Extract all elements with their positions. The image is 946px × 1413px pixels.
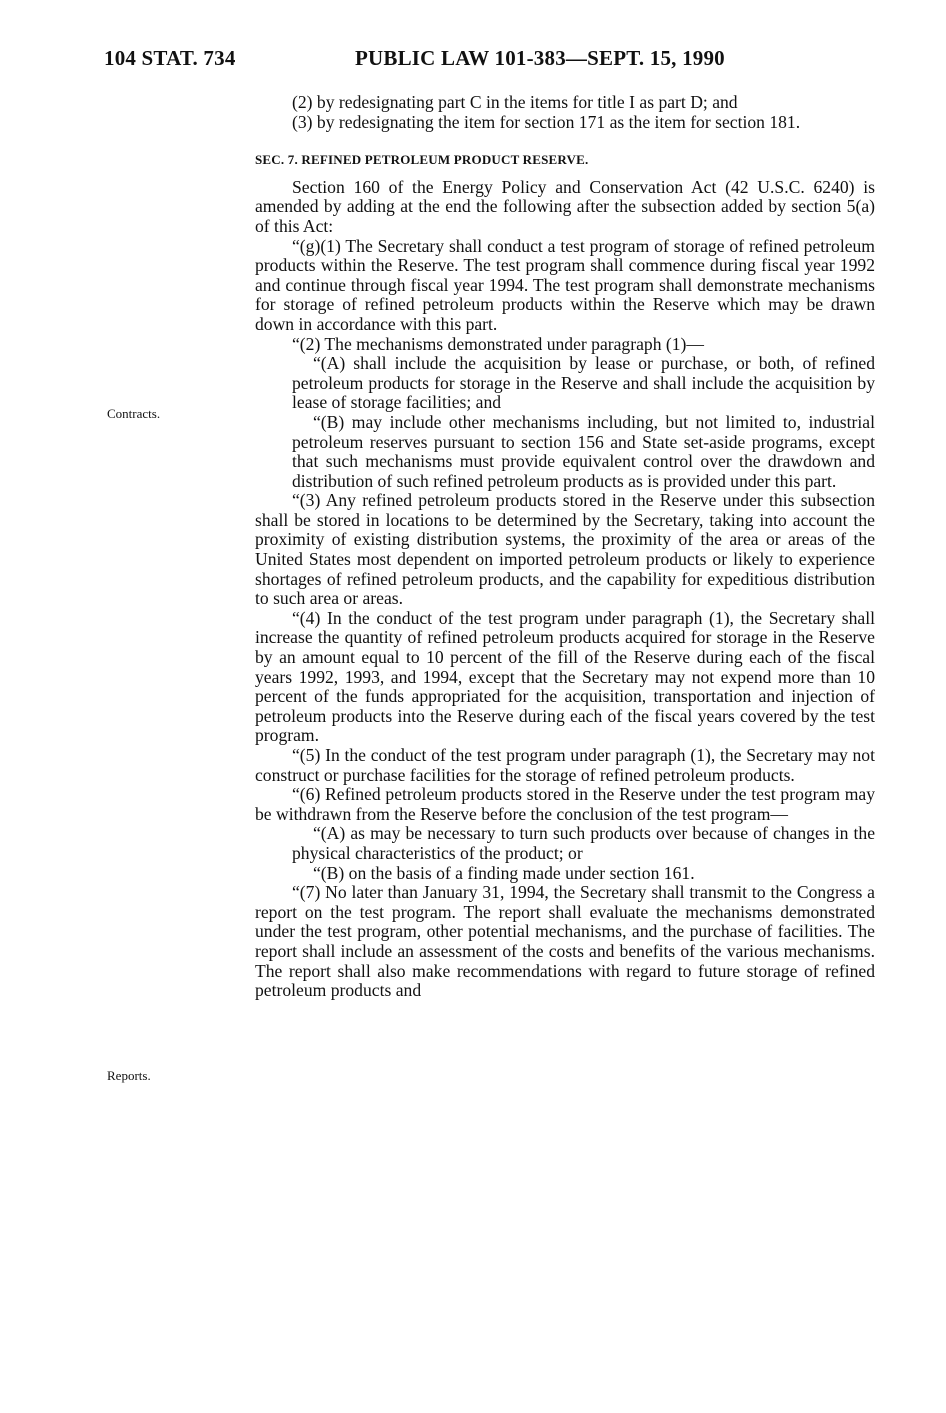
paragraph-g1: “(g)(1) The Secretary shall conduct a test program of storage of refined petroleum products within the Reserve. The test program shall commence during fiscal year 1992 and continue through fiscal year 1994. The test program shall demonstrate mechanisms for storage of refined petroleum products within the Reserve which may be drawn down in accordance with this part.: [255, 235, 875, 334]
paragraph-g5: “(5) In the conduct of the test program under paragraph (1), the Secretary may not construct or purchase facilities for the storage of refined petroleum products.: [255, 745, 875, 785]
section-heading: SEC. 7. REFINED PETROLEUM PRODUCT RESERVE.: [255, 152, 589, 168]
subparagraph-g6-b: “(B) on the basis of a finding made under section 161.: [313, 862, 695, 883]
subparagraph-g6-a: “(A) as may be necessary to turn such products over because of changes in the physical characteristics of the product; or: [292, 823, 875, 863]
page-reference: 104 STAT. 734: [104, 46, 236, 70]
paragraph-intro: Section 160 of the Energy Policy and Conservation Act (42 U.S.C. 6240) is amended by adding at the end the following after the subsection added by section 5(a) of this Act:: [255, 176, 875, 236]
paragraph-g2: “(2) The mechanisms demonstrated under paragraph (1)—: [292, 333, 705, 354]
paragraph-g3: “(3) Any refined petroleum products stored in the Reserve under this subsection shall be stored in locations to be determined by the Secretary, taking into account the proximity of existing distribution systems, the proximity of the area or areas of the United States most dependent on imported petroleum products or likely to experience shortages of refined petroleum products, and the capability for expeditious distribution to such area or areas.: [255, 490, 875, 609]
margin-note-contracts: Contracts.: [107, 406, 161, 421]
margin-note-reports: Reports.: [107, 1068, 151, 1083]
paragraph-g7: “(7) No later than January 31, 1994, the Secretary shall transmit to the Congress a report on the test program. The report shall evaluate the mechanisms demonstrated under the test program, other potential mechanisms, and the purchase of facilities. The report shall include an assessment of the costs and benefits of the various mechanisms. The report shall also make recommendations with regard to future storage of refined petroleum products and: [255, 882, 875, 1001]
subparagraph-g2-a: “(A) shall include the acquisition by lease or purchase, or both, of refined petroleum products for storage in the Reserve and shall include the acquisition by lease of storage facilities; and: [292, 353, 875, 413]
body-text: [255, 93, 875, 1001]
paragraph-item-2: (2) by redesignating part C in the items for title I as part D; and: [292, 92, 738, 112]
subparagraph-g2-b: “(B) may include other mechanisms including, but not limited to, industrial petroleum reserves pursuant to section 156 and State set-aside programs, except that such mechanisms must provide equivalent control over the drawdown and distribution of such refined petroleum products as is provided under this part.: [292, 411, 875, 491]
paragraph-g6: “(6) Refined petroleum products stored in the Reserve under the test program may be withdrawn from the Reserve before the conclusion of the test program—: [255, 784, 875, 824]
paragraph-item-3: (3) by redesignating the item for section 171 as the item for section 181.: [292, 111, 801, 132]
paragraph-g4: “(4) In the conduct of the test program under paragraph (1), the Secretary shall increase the quantity of refined petroleum products acquired for storage in the Reserve by an amount equal to 10 percent of the fill of the Reserve during each of the fiscal years 1992, 1993, and 1994, except that the Secretary may not expend more than 10 percent of the funds appropriated for the acquisition, transportation and injection of petroleum products into the Reserve during each of the fiscal years covered by the test program.: [255, 607, 875, 746]
law-title: PUBLIC LAW 101-383—SEPT. 15, 1990: [355, 46, 725, 70]
